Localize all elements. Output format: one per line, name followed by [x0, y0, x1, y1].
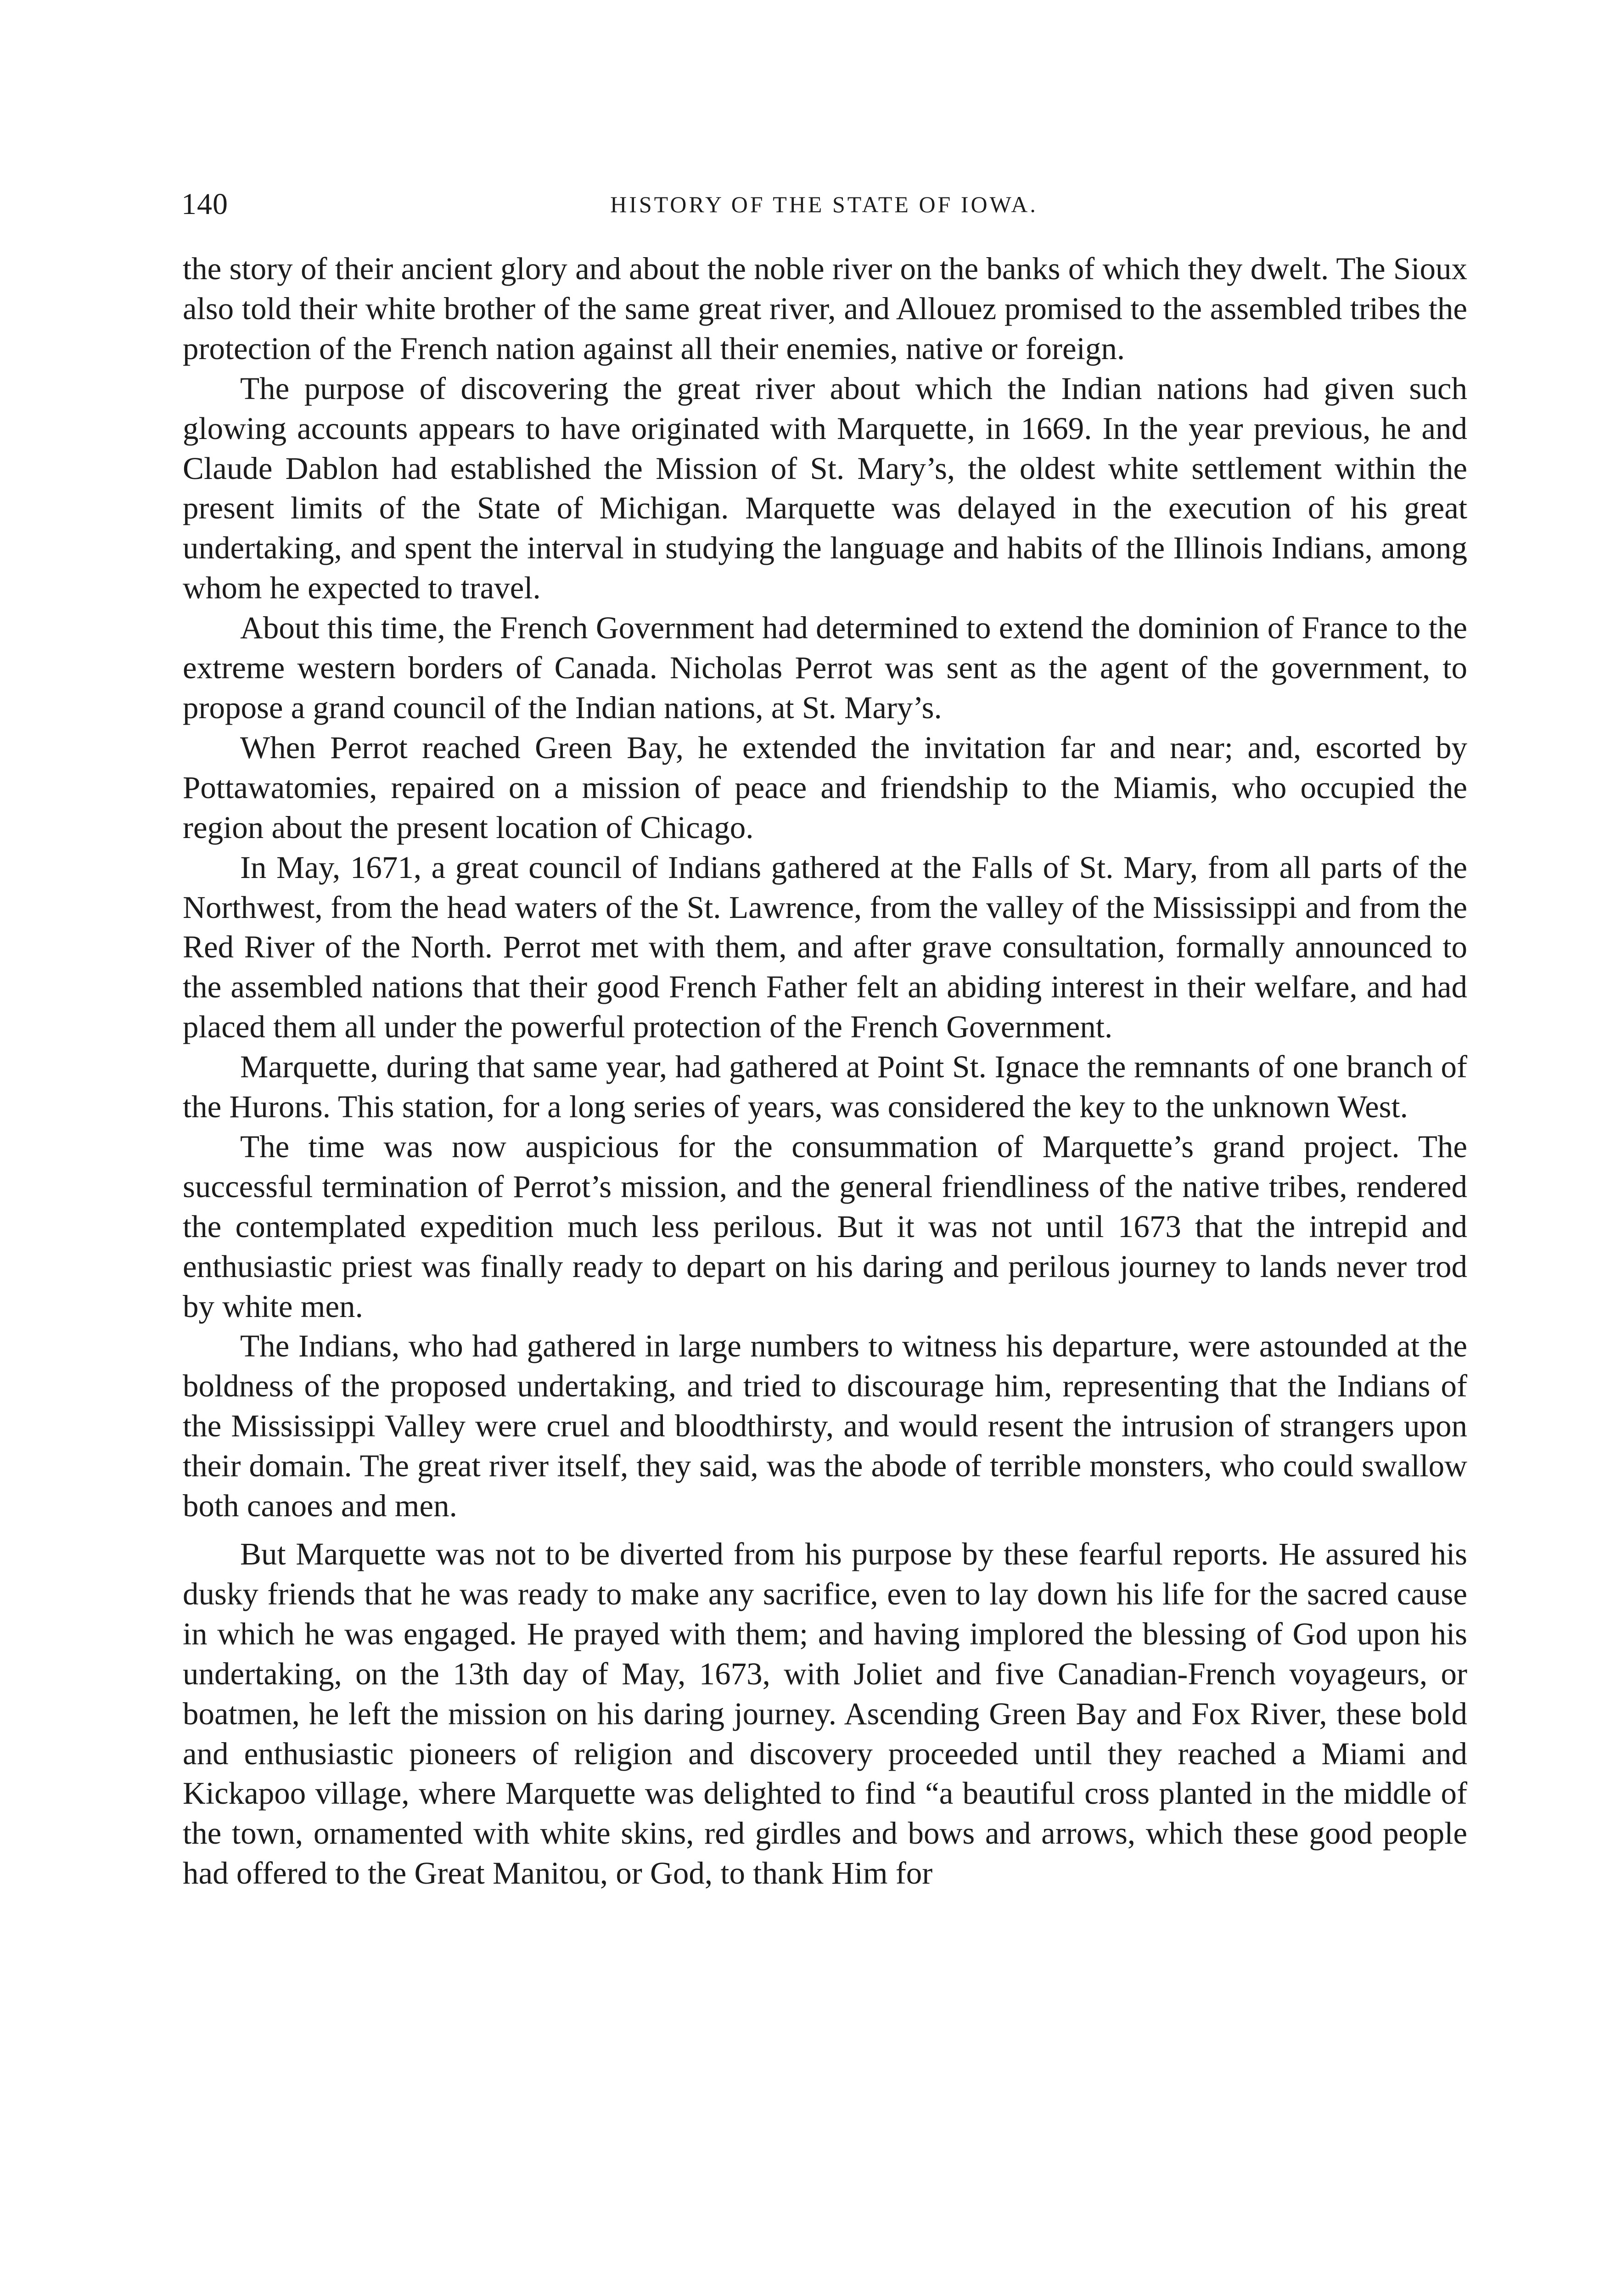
- running-head: [181, 184, 1467, 225]
- body-text: [183, 249, 1467, 1893]
- running-title: HISTORY OF THE STATE OF IOWA.: [610, 191, 1038, 217]
- paragraph: When Perrot reached Green Bay, he extended the invitation far and near; and, escorted by Pottawatomies, repaired on a mission of peace and friendship to the Miamis, who occupied the region about the present location of Chicago.: [183, 730, 1467, 845]
- paragraph: About this time, the French Government had determined to extend the dominion of France to the extreme western borders of Canada. Nicholas Perrot was sent as the agent of the government, to propose a grand council of the Indian nations, at St. Mary’s.: [183, 610, 1467, 725]
- paragraph: The purpose of discovering the great river about which the Indian nations had given such glowing accounts appears to have originated with Marquette, in 1669. In the year previous, he and Claude Dablon had established the Mission of St. Mary’s, the oldest white settlement within the present limits of the State of Michigan. Marquette was delayed in the execution of his great undertaking, and spent the interval in studying the language and habits of the Illinois Indians, among whom he expected to travel.: [183, 371, 1467, 606]
- page-number: 140: [181, 187, 228, 221]
- paragraph: The time was now auspicious for the consummation of Marquette’s grand project. The successful termination of Perrot’s mission, and the general friendliness of the native tribes, rendered the contemplated expedition much less perilous. But it was not until 1673 that the intrepid and enthusiastic priest was finally ready to depart on his daring and perilous journey to lands never trod by white men.: [183, 1129, 1467, 1324]
- paragraph: Marquette, during that same year, had gathered at Point St. Ignace the remnants of one branch of the Hurons. This station, for a long series of years, was considered the key to the unknown West.: [183, 1049, 1467, 1125]
- paragraph: But Marquette was not to be diverted from his purpose by these fearful reports. He assured his dusky friends that he was ready to make any sacrifice, even to lay down his life for the sacred cause in which he was engaged. He prayed with them; and having implored the blessing of God upon his undertaking, on the 13th day of May, 1673, with Joliet and five Canadian-French voyageurs, or boatmen, he left the mission on his daring journey. Ascending Green Bay and Fox River, these bold and enthusiastic pioneers of religion and discovery proceeded until they reached a Miami and Kickapoo village, where Marquette was delighted to find “a beautiful cross planted in the middle of the town, ornamented with white skins, red girdles and bows and arrows, which these good people had offered to the Great Manitou, or God, to thank Him for: [183, 1536, 1467, 1891]
- paragraph: In May, 1671, a great council of Indians gathered at the Falls of St. Mary, from all parts of the Northwest, from the head waters of the St. Lawrence, from the valley of the Mississippi and from the Red River of the North. Perrot met with them, and after grave consultation, formally announced to the assembled nations that their good French Father felt an abiding interest in their welfare, and had placed them all under the powerful protection of the French Government.: [183, 850, 1467, 1045]
- paragraph: the story of their ancient glory and about the noble river on the banks of which they dwelt. The Sioux also told their white brother of the same great river, and Allouez promised to the assembled tribes the protection of the French nation against all their enemies, native or foreign.: [183, 251, 1467, 366]
- paragraph: The Indians, who had gathered in large numbers to witness his departure, were astounded at the boldness of the proposed undertaking, and tried to discourage him, representing that the Indians of the Mississippi Valley were cruel and bloodthirsty, and would resent the intrusion of strangers upon their domain. The great river itself, they said, was the abode of terrible monsters, who could swallow both canoes and men.: [183, 1328, 1467, 1524]
